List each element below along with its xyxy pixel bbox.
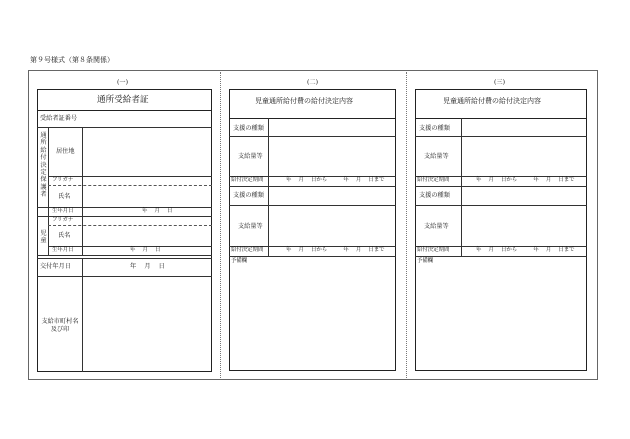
address-label: 居住地	[56, 148, 75, 155]
panel-number: (一)	[117, 79, 129, 86]
support-type-label-1: 支援の種類	[419, 125, 450, 132]
municipality-label: 支給市町村名及び印	[41, 318, 79, 333]
panel-number: (二)	[307, 79, 319, 86]
issue-date-value: 年 月 日	[130, 263, 165, 270]
period-value-1: 年 月 日から 年 月 日まで	[286, 177, 385, 183]
period-label-2: 給付決定期間	[231, 247, 264, 253]
support-type-label-2: 支援の種類	[233, 192, 264, 199]
child-name-label: 氏名	[58, 232, 71, 239]
form-title: 第９号様式（第８条関係）	[30, 56, 114, 64]
benefit-title: 児童通所給付費の給付決定内容	[443, 97, 541, 105]
period-label-2: 給付決定期間	[417, 247, 450, 253]
period-label-1: 給付決定期間	[231, 177, 264, 183]
remarks-label: 予備欄	[231, 258, 248, 264]
support-type-label-1: 支援の種類	[233, 125, 264, 132]
guardian-birthdate-value: 年 月 日	[142, 208, 173, 214]
guardian-group-label: 通所給付決定保護者	[40, 132, 47, 199]
period-value-1: 年 月 日から 年 月 日まで	[476, 177, 575, 183]
benefit-title: 児童通所給付費の給付決定内容	[255, 97, 353, 105]
panel-separator	[220, 72, 221, 378]
benefit-amount-label-2: 支給量等	[424, 223, 449, 230]
period-value-2: 年 月 日から 年 月 日まで	[286, 247, 385, 253]
panel-separator	[406, 72, 407, 378]
support-type-label-2: 支援の種類	[419, 192, 450, 199]
panel-number: (三)	[494, 79, 506, 86]
recipient-number-label: 受給者証番号	[40, 115, 78, 122]
period-value-2: 年 月 日から 年 月 日まで	[476, 247, 575, 253]
child-furigana-label: フリガナ	[52, 217, 74, 223]
period-label-1: 給付決定期間	[417, 177, 450, 183]
benefit-amount-label-2: 支給量等	[238, 223, 263, 230]
guardian-name-label: 氏名	[58, 193, 71, 200]
certificate-title: 通所受給者証	[97, 95, 149, 105]
benefit-amount-label-1: 支給量等	[424, 153, 449, 160]
remarks-label: 予備欄	[417, 258, 434, 264]
child-birthdate-label: 生年月日	[52, 247, 74, 253]
benefit-amount-label-1: 支給量等	[238, 153, 263, 160]
child-group-label: 児童	[40, 230, 47, 245]
guardian-birthdate-label: 生年月日	[52, 208, 74, 214]
child-birthdate-value: 年 月 日	[130, 247, 161, 253]
issue-date-label: 交付年月日	[40, 263, 71, 270]
guardian-furigana-label: フリガナ	[52, 177, 74, 183]
